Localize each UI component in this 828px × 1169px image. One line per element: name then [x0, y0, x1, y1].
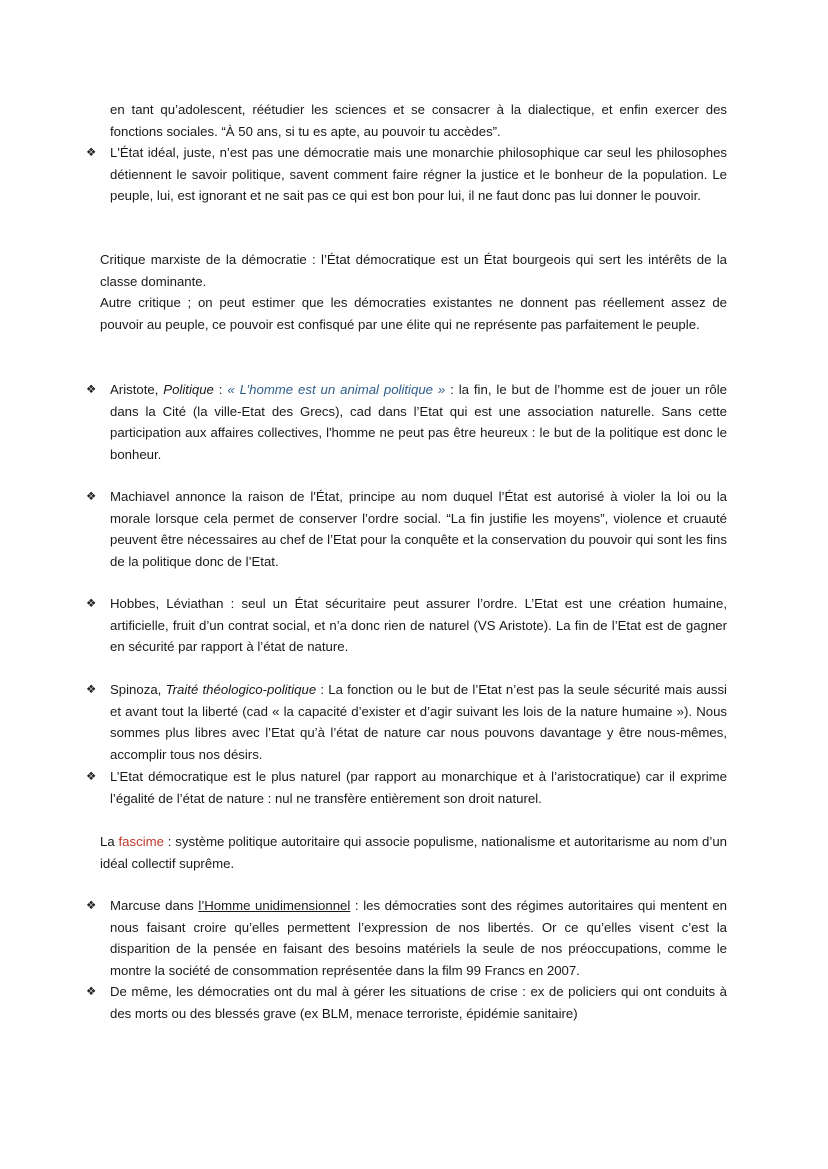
paragraph-etat-democratique: L’Etat démocratique est le plus naturel (par rapport au monarchique et à l’aristocratique) car il exprime l’égalité de l’état de nature : nul ne transfère entièrement son droit naturel.: [110, 769, 727, 806]
paragraph-aristote: [110, 379, 727, 465]
separator: :: [213, 382, 228, 397]
author-name: Aristote,: [110, 382, 159, 397]
paragraph-etat-ideal: L'État idéal, juste, n’est pas une démocratie mais une monarchie philosophique car seul les philosophes détiennent le savoir politique, savent comment faire régner la justice et le bonheur de la population. Le peuple, lui, est ignorant et ne sait pas ce qui est bon pour lui, il ne faut donc pas lui donner le pouvoir.: [110, 145, 727, 203]
prefix: La: [100, 834, 119, 849]
work-title: l’Homme unidimensionnel: [198, 898, 351, 913]
paragraph-autre-critique: Autre critique ; on peut estimer que les démocraties existantes ne donnent pas réellement assez de pouvoir au peuple, ce pouvoir est confisqué par une élite qui ne représente pas parfaitement le peuple.: [100, 295, 727, 332]
bullet-icon: ❖: [86, 684, 97, 696]
quote: « L’homme est un animal politique »: [227, 382, 446, 397]
paragraph-spinoza: [110, 679, 727, 765]
bullet-icon: ❖: [86, 384, 97, 396]
marcuse-text: : les démocraties sont des régimes autoritaires qui mentent en nous faisant croire qu’elles permettent l’expression de nos libertés. Or ce qu’elles visent c’est la disparition de la pensée en faisant des besoins matériels la seule de nos préoccupations, comme le montre la société de consommation représentée dans la film 99 Francs en 2007.: [110, 898, 727, 978]
prefix: Marcuse dans: [110, 898, 199, 913]
bullet-icon: ❖: [86, 598, 97, 610]
bullet-icon: ❖: [86, 771, 97, 783]
paragraph-marcuse: [110, 895, 727, 981]
paragraph-hobbes: Hobbes, Léviathan : seul un État sécuritaire peut assurer l’ordre. L’Etat est une création humaine, artificielle, fruit d’un contrat social, et n’a donc rien de naturel (VS Aristote). La fin de l’Etat est de gagner en sécurité par rapport à l’état de nature.: [110, 596, 727, 654]
author-name: Spinoza,: [110, 682, 162, 697]
work-title: Politique: [163, 382, 214, 397]
paragraph-fascisme: [100, 831, 727, 874]
bullet-icon: ❖: [86, 147, 97, 159]
spinoza-text: : La fonction ou le but de l’Etat n’est pas la seule sécurité mais aussi et avant tout la liberté (cad « la capacité d’exister et d’agir suivant les lois de la nature humaine »). Nous sommes plus libres avec l’Etat qu’à l’état de nature car nous pouvons davantage y être nous-mêmes, accomplir tous nos désirs.: [110, 682, 727, 762]
bullet-icon: ❖: [86, 900, 97, 912]
paragraph-critique-marxiste: Critique marxiste de la démocratie : l’État démocratique est un État bourgeois qui sert les intérêts de la classe dominante.: [100, 252, 727, 289]
fascisme-text: : système politique autoritaire qui associe populisme, nationalisme et autoritarisme au nom d’un idéal collectif suprême.: [100, 834, 727, 871]
work-title: Traité théologico-politique: [165, 682, 317, 697]
paragraph-machiavel: Machiavel annonce la raison de l'État, principe au nom duquel l’État est autorisé à violer la loi ou la morale lorsque cela permet de conserver l’ordre social. “La fin justifie les moyens”, violence et cruauté peuvent être nécessaires au chef de l’Etat pour la conquête et la conservation du pouvoir qui sont les fins de la politique donc de l’Etat.: [110, 489, 727, 569]
paragraph-intro-continuation: en tant qu’adolescent, réétudier les sciences et se consacrer à la dialectique, et enfin exercer des fonctions sociales. “À 50 ans, si tu es apte, au pouvoir tu accèdes”.: [110, 102, 727, 139]
paragraph-de-meme: De même, les démocraties ont du mal à gérer les situations de crise : ex de policiers qui ont conduits à des morts ou des blessés grave (ex BLM, menace terroriste, épidémie sanitaire): [110, 984, 727, 1021]
aristote-text: : la fin, le but de l’homme est de jouer un rôle dans la Cité (la ville-Etat des Grecs), cad dans l’Etat qui est une association naturelle. Sans cette participation aux affaires collectives, l'homme ne peut pas être heureux : le but de la politique est donc le bonheur.: [110, 382, 727, 462]
highlighted-term: fascime: [118, 834, 164, 849]
bullet-icon: ❖: [86, 491, 97, 503]
bullet-icon: ❖: [86, 986, 97, 998]
